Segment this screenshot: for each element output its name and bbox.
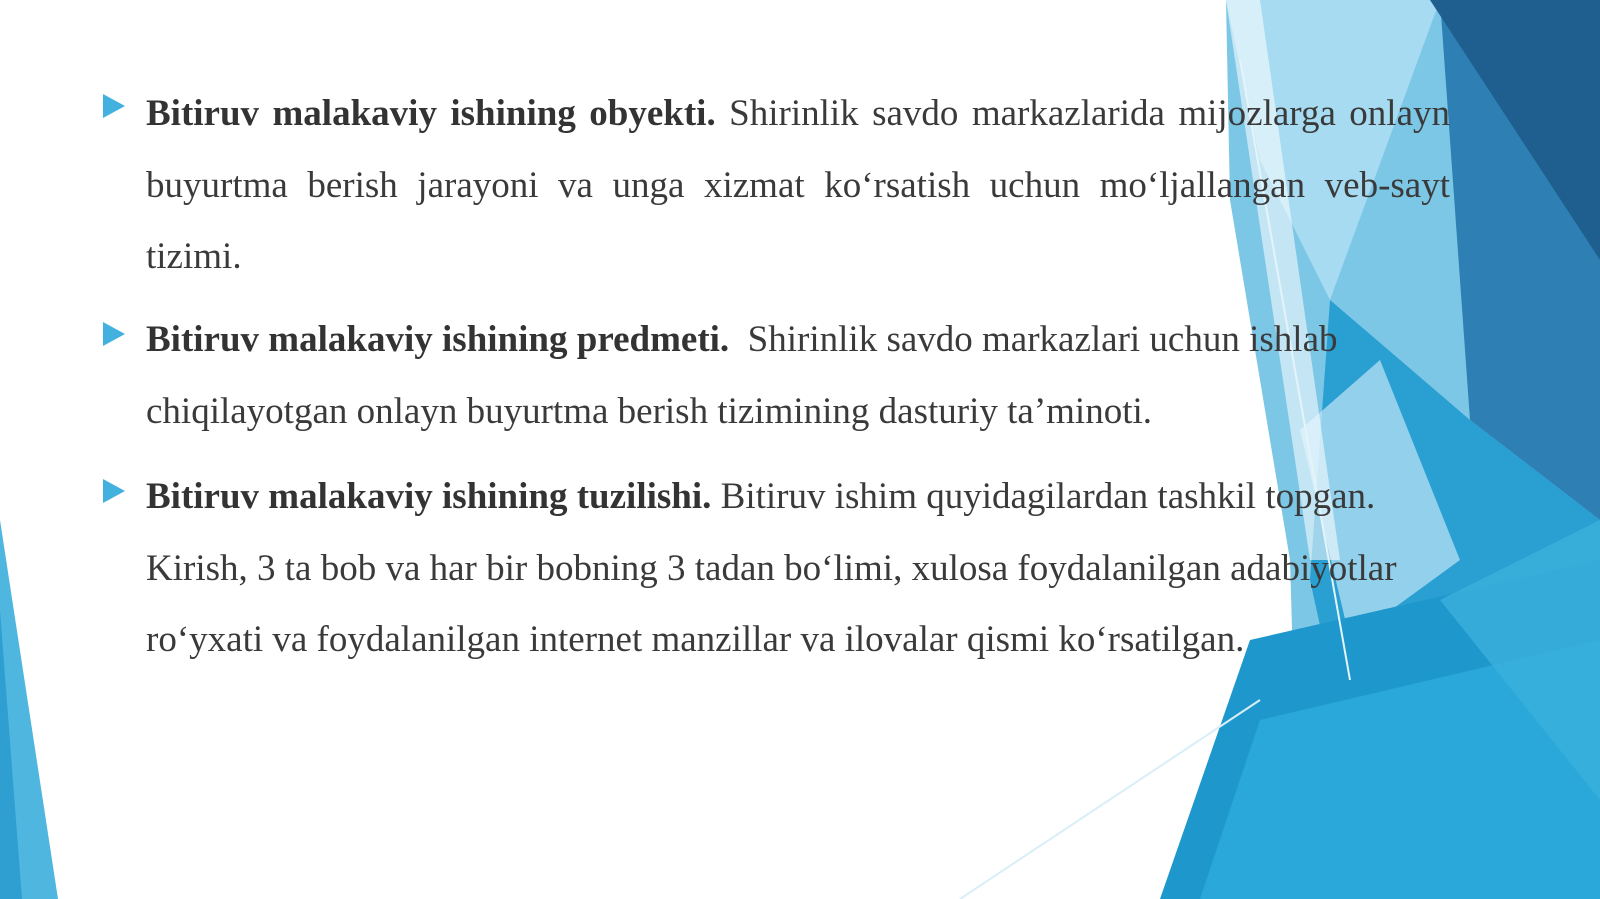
triangle-bullet-icon [103, 479, 125, 503]
triangle-bullet-icon [103, 94, 125, 118]
bullet-text: Bitiruv ishim quyidagilardan tashkil topgan. Kirish, 3 ta bob va har bir bobning 3 tadan bo‘limi, xulosa foydalanilgan adabiyotlar ro‘yxati va foydalanilgan internet manzillar va ilovalar qismi ko‘rsatilgan. [146, 476, 1397, 660]
bullet-title: Bitiruv malakaviy ishining predmeti. [146, 319, 730, 360]
bullet-title: Bitiruv malakaviy ishining tuzilishi. [146, 476, 712, 517]
bullet-text: Shirinlik savdo markazlari uchun ishlab chiqilayotgan onlayn buyurtma berish tizimining dasturiy ta’minoti. [146, 319, 1338, 432]
bullet-paragraph [146, 461, 1466, 676]
bullet-paragraph [146, 304, 1446, 447]
bullet-title: Bitiruv malakaviy ishining obyekti. [146, 93, 716, 134]
bullet-paragraph [146, 78, 1450, 293]
triangle-bullet-icon [103, 322, 125, 346]
bullet-text: Shirinlik savdo markazlarida mijozlarga onlayn buyurtma berish jarayoni va unga xizmat ko‘rsatish uchun mo‘ljallangan veb-sayt tizimi. [146, 93, 1451, 277]
